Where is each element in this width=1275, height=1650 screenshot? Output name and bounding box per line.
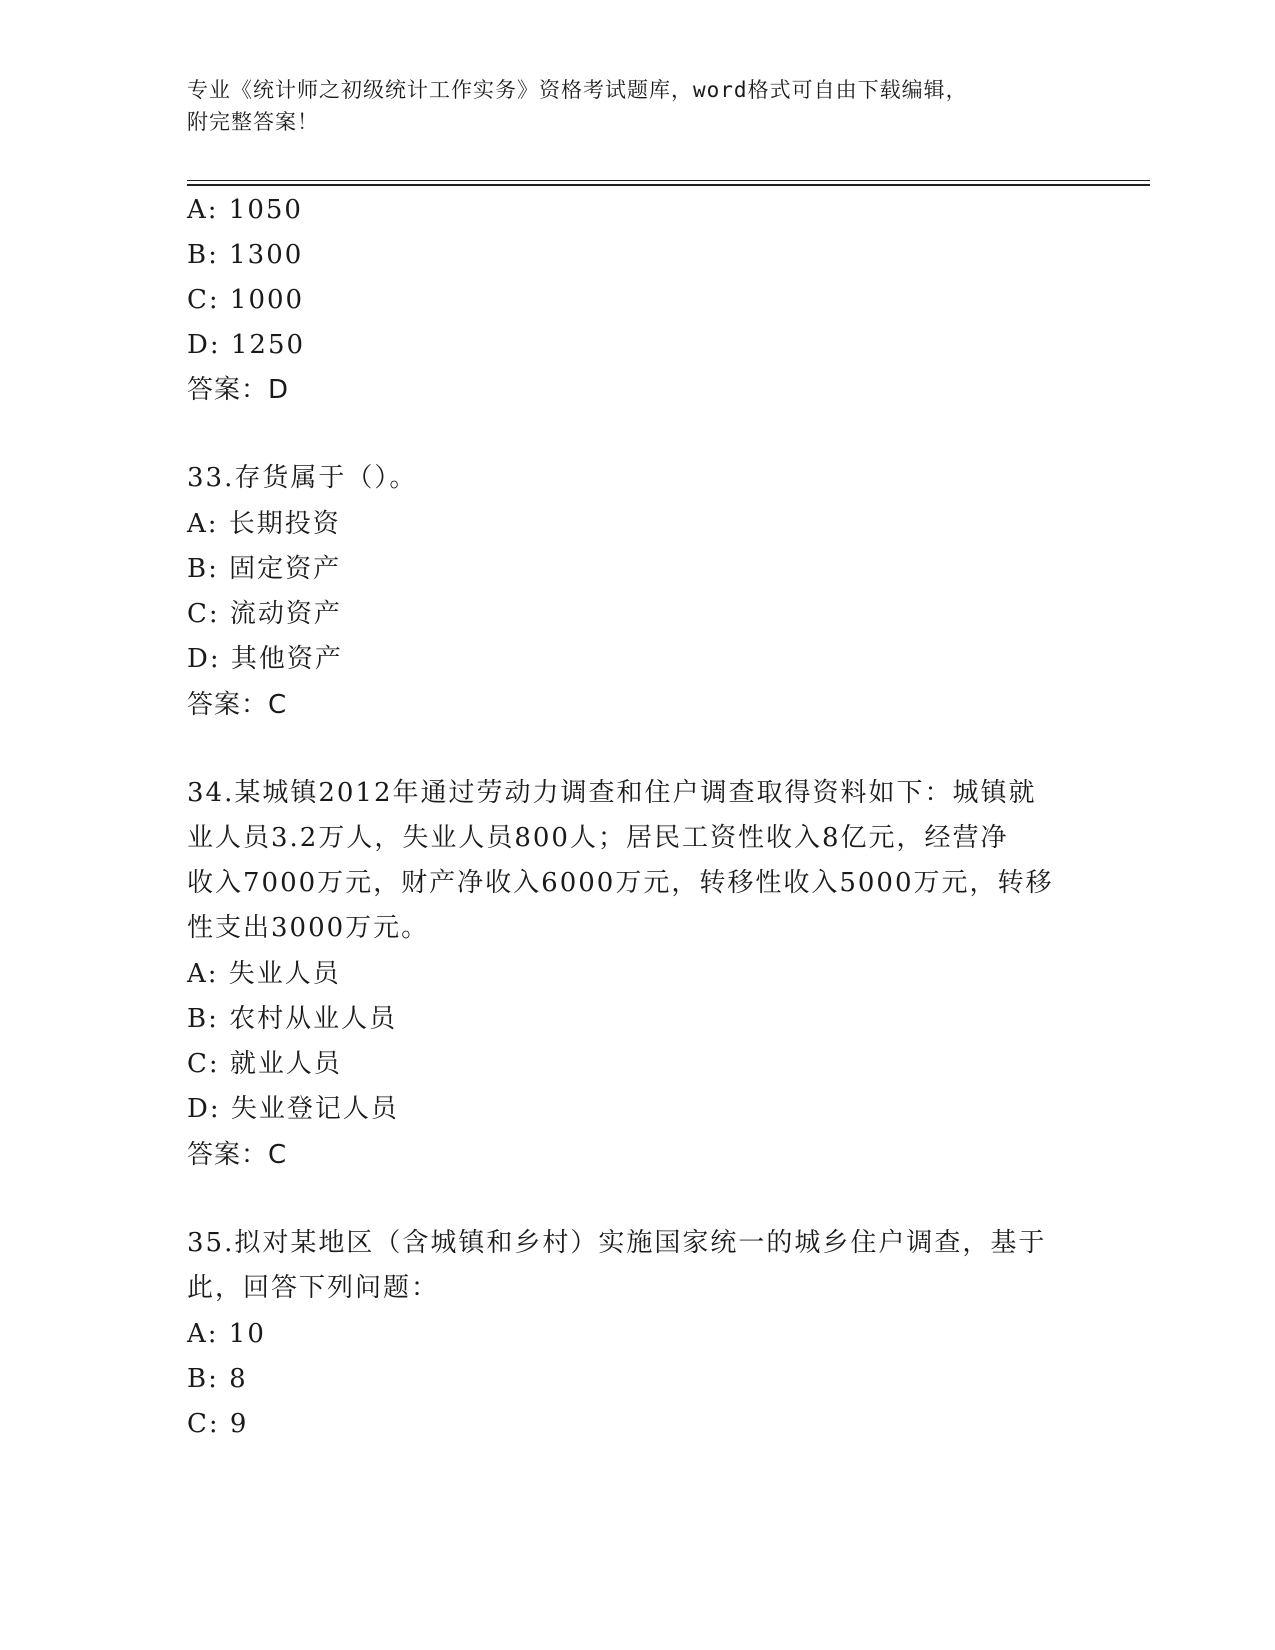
q32-option-a: A: 1050 xyxy=(187,195,303,225)
q35-option-b: B: 8 xyxy=(187,1364,248,1394)
q33-answer: 答案：C xyxy=(187,690,288,720)
q33-option-d: D: 其他资产 xyxy=(187,644,343,674)
q35-option-c: C: 9 xyxy=(187,1409,249,1439)
q33-stem: 33.存货属于（）。 xyxy=(187,463,418,493)
q33-option-b: B: 固定资产 xyxy=(187,554,342,584)
q33-option-c: C: 流动资产 xyxy=(187,599,342,629)
q34-option-d: D: 失业登记人员 xyxy=(187,1094,399,1124)
q32-option-d: D: 1250 xyxy=(187,330,306,360)
q35-option-a: A: 10 xyxy=(187,1319,266,1349)
header-line-1: 专业《统计师之初级统计工作实务》资格考试题库，word格式可自由下载编辑， xyxy=(187,78,968,102)
q34-stem-line-2: 业人员3.2万人，失业人员800人；居民工资性收入8亿元，经营净 xyxy=(187,823,1009,853)
q34-option-c: C: 就业人员 xyxy=(187,1049,342,1079)
header-divider-thin xyxy=(187,180,1150,181)
q35-stem-line-2: 此，回答下列问题： xyxy=(187,1273,440,1303)
q34-stem-line-3: 收入7000万元，财产净收入6000万元，转移性收入5000万元，转移 xyxy=(187,868,1054,898)
header-line-2: 附完整答案！ xyxy=(187,110,319,134)
q34-option-a: A: 失业人员 xyxy=(187,959,341,989)
q34-stem-line-4: 性支出3000万元。 xyxy=(187,913,430,943)
q32-option-c: C: 1000 xyxy=(187,285,305,315)
q34-stem-line-1: 34.某城镇2012年通过劳动力调查和住户调查取得资料如下：城镇就 xyxy=(187,778,1037,808)
q32-answer: 答案：D xyxy=(187,375,290,405)
q33-option-a: A: 长期投资 xyxy=(187,509,341,539)
page-header xyxy=(187,74,1067,138)
q32-option-b: B: 1300 xyxy=(187,240,304,270)
q34-option-b: B: 农村从业人员 xyxy=(187,1004,398,1034)
q35-stem-line-1: 35.拟对某地区（含城镇和乡村）实施国家统一的城乡住户调查，基于 xyxy=(187,1228,1047,1258)
q34-answer: 答案：C xyxy=(187,1140,288,1170)
header-divider-thick xyxy=(187,184,1150,186)
